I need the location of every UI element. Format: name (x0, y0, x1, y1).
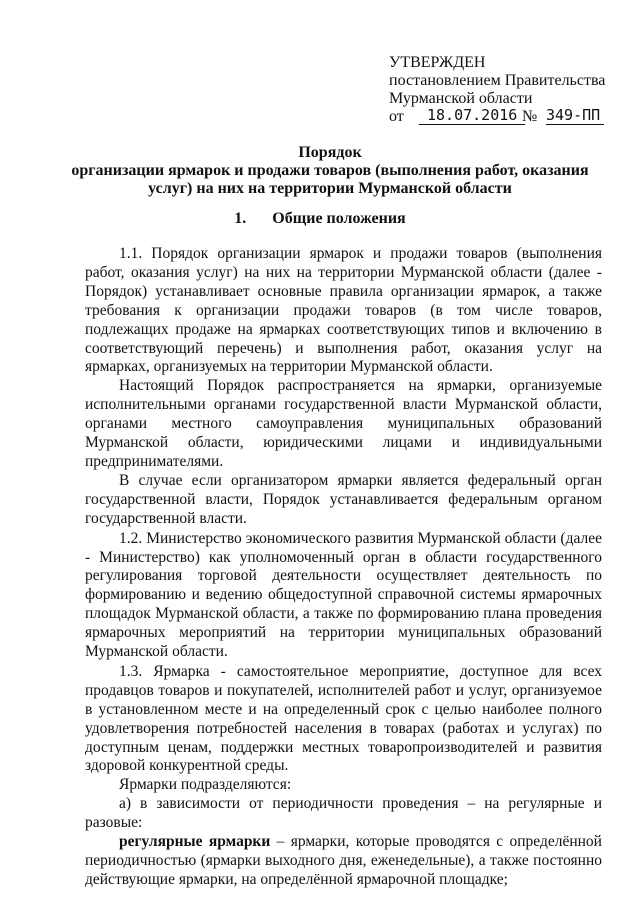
section-number: 1. (234, 210, 247, 227)
paragraph-types-a: а) в зависимости от периодичности проведения – на регулярные и разовые: (85, 795, 602, 832)
title-line-2: организации ярмарок и продажи товаров (выполнения работ, оказания услуг) на них на территории Мурманской области (71, 162, 589, 197)
section-heading (0, 210, 640, 228)
paragraph-1-2: 1.2. Министерство экономического развития Мурманской области (далее - Министерство) как уполномоченный орган в области государственного регулирования торговой деятельности осуществляет деятельность по формированию и ведению общедоступной справочной системы ярмарочных площадок Мурманской области, а также по формированию плана проведения ярмарочных мероприятий на территории муниципальных образований Мурманской области. (85, 529, 602, 661)
document-body (85, 245, 602, 890)
document-title (70, 144, 590, 198)
approval-decree-line: постановлением Правительства (389, 72, 606, 89)
paragraph-scope: Настоящий Порядок распространяется на ярмарки, организуемые исполнительными органами государственной власти Мурманской области, органами местного самоуправления муниципальных образований Мурманской области, юридическими лицами и индивидуальными предпринимателями. (85, 377, 602, 470)
approval-date-line (389, 108, 605, 130)
approval-from-label: от (389, 108, 404, 125)
paragraph-types-intro: Ярмарки подразделяются: (119, 776, 292, 794)
title-line-1: Порядок (298, 144, 362, 161)
approval-number-sign: № (522, 108, 538, 125)
term-regular-fairs: регулярные ярмарки (119, 833, 271, 851)
approval-stamp (389, 54, 605, 130)
regular-fairs-definition: – ярмарки, которые проводятся с определённой периодичностью (ярмарки выходного дня, еженедельные), а также постоянно действующие ярмарки, на определённой ярмарочной площадке; (85, 833, 602, 888)
paragraph-1-3: 1.3. Ярмарка - самостоятельное мероприятие, доступное для всех продавцов товаров и покупателей, исполнителей работ и услуг, организуемое в установленном месте и на определенный срок с целью наиболее полного удовлетворения потребностей населения в товарах (работах и услугах) по доступным ценам, поддержки местных товаропроизводителей и развития здоровой конкурентной среды. (85, 662, 602, 775)
section-title: Общие положения (272, 210, 406, 227)
approval-heading: УТВЕРЖДЕН (389, 54, 486, 71)
paragraph-1-1: 1.1. Порядок организации ярмарок и продажи товаров (выполнения работ, оказания услуг) на них на территории Мурманской области (далее - Порядок) устанавливает основные правила организации ярмарок, а также требования к организации продажи товаров (в том числе товаров, подлежащих продаже на ярмарках соответствующих типов и включению в соответствующий перечень) и выполнения работ, оказания услуг на ярмарках, организуемых на территории Мурманской области. (85, 245, 602, 376)
approval-date: 18.07.2016 (419, 106, 525, 125)
approval-number: 349-ПП (546, 106, 604, 125)
paragraph-regular-fairs (85, 833, 602, 890)
approval-region-line: Мурманской области (389, 90, 533, 107)
paragraph-federal: В случае если организатором ярмарки является федеральный орган государственной власти, Порядок устанавливается федеральным органом государственной власти. (85, 471, 602, 527)
